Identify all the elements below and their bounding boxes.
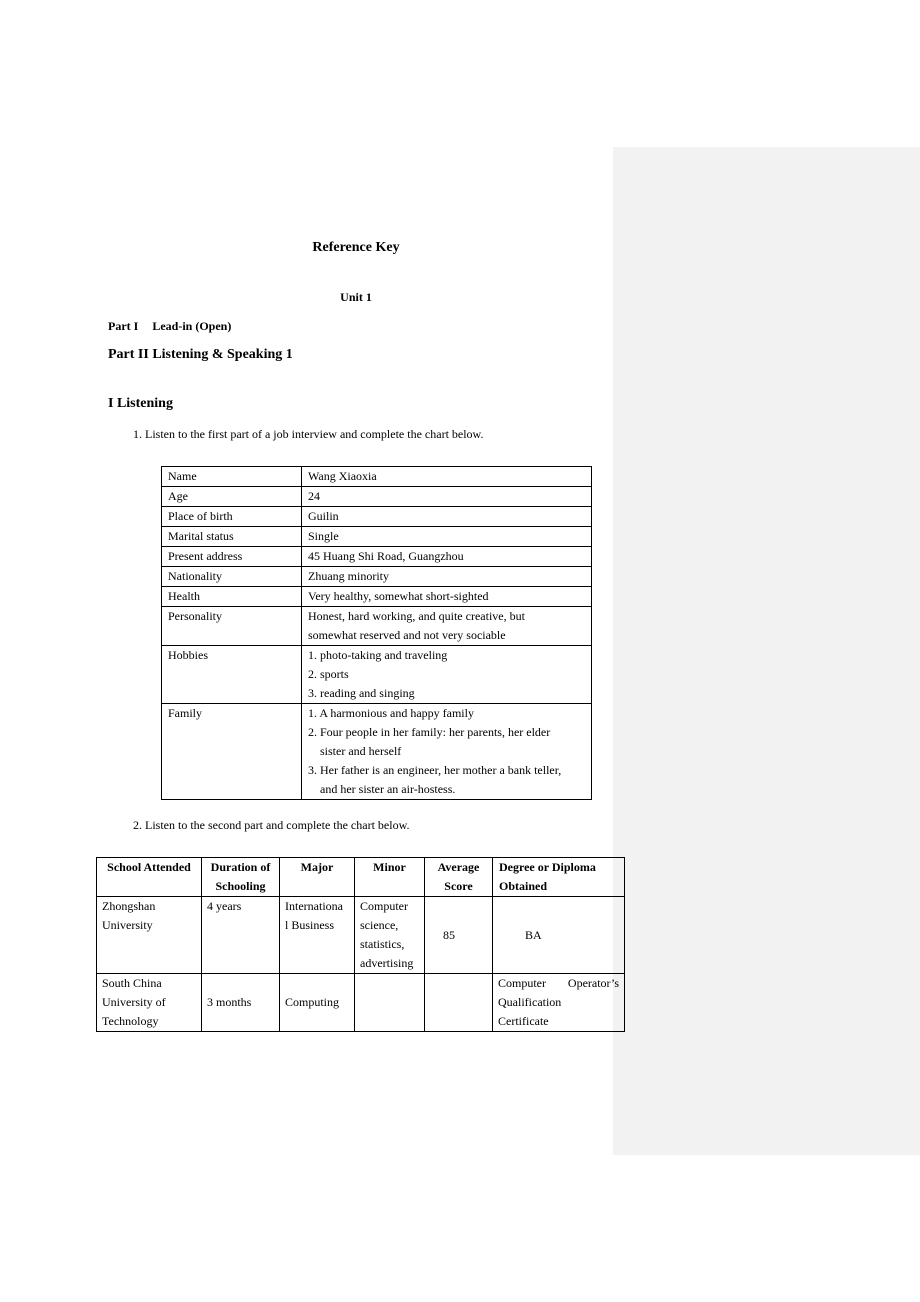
personal-info-chart (161, 466, 592, 800)
row-label: Personality (162, 607, 302, 646)
cell-line: University of (102, 995, 166, 1009)
value-line: 1. A harmonious and happy family (308, 706, 474, 720)
cell-minor (355, 974, 425, 1032)
row-label: Present address (162, 547, 302, 567)
header-line: Obtained (499, 879, 548, 893)
table-row (162, 587, 592, 607)
cell-duration: 4 years (202, 897, 280, 974)
cell-line: South China (102, 976, 162, 990)
table-row (162, 487, 592, 507)
cell-score: 85 (425, 897, 493, 974)
header-major: Major (280, 858, 355, 897)
cell-duration: 3 months (202, 974, 280, 1032)
cell-line: Technology (102, 1014, 159, 1028)
header-line: Schooling (215, 879, 266, 893)
row-label: Marital status (162, 527, 302, 547)
cell-line: Qualification (498, 995, 562, 1009)
table-row (162, 567, 592, 587)
row-value: Wang Xiaoxia (302, 467, 592, 487)
unit-heading: Unit 1 (340, 290, 372, 304)
header-score (425, 858, 493, 897)
cell-line: science, (360, 918, 399, 932)
row-label: Hobbies (162, 646, 302, 704)
header-degree (493, 858, 625, 897)
header-line: Average (437, 860, 480, 874)
cell-line: advertising (360, 956, 414, 970)
value-line: 3. Her father is an engineer, her mother a bank teller, (308, 763, 562, 777)
table-row (97, 897, 625, 974)
family-value (302, 704, 592, 800)
row-value: Very healthy, somewhat short-sighted (302, 587, 592, 607)
cell-degree (493, 974, 625, 1032)
header-line: Duration of (210, 860, 271, 874)
header-school: School Attended (97, 858, 202, 897)
cell-score (425, 974, 493, 1032)
row-value: Zhuang minority (302, 567, 592, 587)
cell-minor (355, 897, 425, 974)
cell-school (97, 974, 202, 1032)
part1-heading (108, 319, 231, 334)
part1-text: Lead-in (Open) (152, 319, 232, 333)
value-line: somewhat reserved and not very sociable (308, 628, 506, 642)
value-line: 2. Four people in her family: her parents, her elder (308, 725, 551, 739)
table-row (162, 467, 592, 487)
row-value: 24 (302, 487, 592, 507)
table-row (162, 704, 592, 800)
row-label: Place of birth (162, 507, 302, 527)
hobbies-value (302, 646, 592, 704)
row-value: Guilin (302, 507, 592, 527)
value-line: and her sister an air-hostess. (320, 782, 456, 796)
table-row (162, 547, 592, 567)
value-line: 2. sports (308, 667, 349, 681)
cell-line: Internationa (285, 899, 343, 913)
cell-line: Certificate (498, 1014, 549, 1028)
cell-line: Computer (360, 899, 408, 913)
value-line: 3. reading and singing (308, 686, 415, 700)
row-label: Health (162, 587, 302, 607)
education-chart (96, 857, 625, 1032)
cell-major (280, 897, 355, 974)
value-line: Honest, hard working, and quite creative, but (308, 609, 525, 623)
cell-line: Computer Operator’s (498, 976, 619, 990)
cell-degree: BA (493, 897, 625, 974)
value-line: 1. photo-taking and traveling (308, 648, 448, 662)
cell-major: Computing (280, 974, 355, 1032)
cell-line: l Business (285, 918, 335, 932)
cell-school (97, 897, 202, 974)
row-label: Age (162, 487, 302, 507)
cell-line: Zhongshan (102, 899, 156, 913)
header-duration (202, 858, 280, 897)
cell-line: statistics, (360, 937, 405, 951)
table-row (97, 974, 625, 1032)
instruction-2: 2. Listen to the second part and complete the chart below. (133, 818, 410, 832)
part1-label: Part I (108, 319, 139, 333)
instruction-1: 1. Listen to the first part of a job interview and complete the chart below. (133, 427, 484, 441)
row-value: Single (302, 527, 592, 547)
header-line: Score (444, 879, 473, 893)
header-line: Degree or Diploma (499, 860, 596, 874)
row-label: Family (162, 704, 302, 800)
table-row (162, 607, 592, 646)
value-line: sister and herself (320, 744, 402, 758)
cell-line: University (102, 918, 153, 932)
row-label: Nationality (162, 567, 302, 587)
section-heading: I Listening (108, 396, 173, 411)
row-label: Name (162, 467, 302, 487)
table-row (162, 646, 592, 704)
table-header-row (97, 858, 625, 897)
page-title: Reference Key (312, 240, 400, 255)
part2-heading: Part II Listening & Speaking 1 (108, 347, 293, 362)
table-row (162, 507, 592, 527)
personality-value (302, 607, 592, 646)
row-value: 45 Huang Shi Road, Guangzhou (302, 547, 592, 567)
header-minor: Minor (355, 858, 425, 897)
table-row (162, 527, 592, 547)
